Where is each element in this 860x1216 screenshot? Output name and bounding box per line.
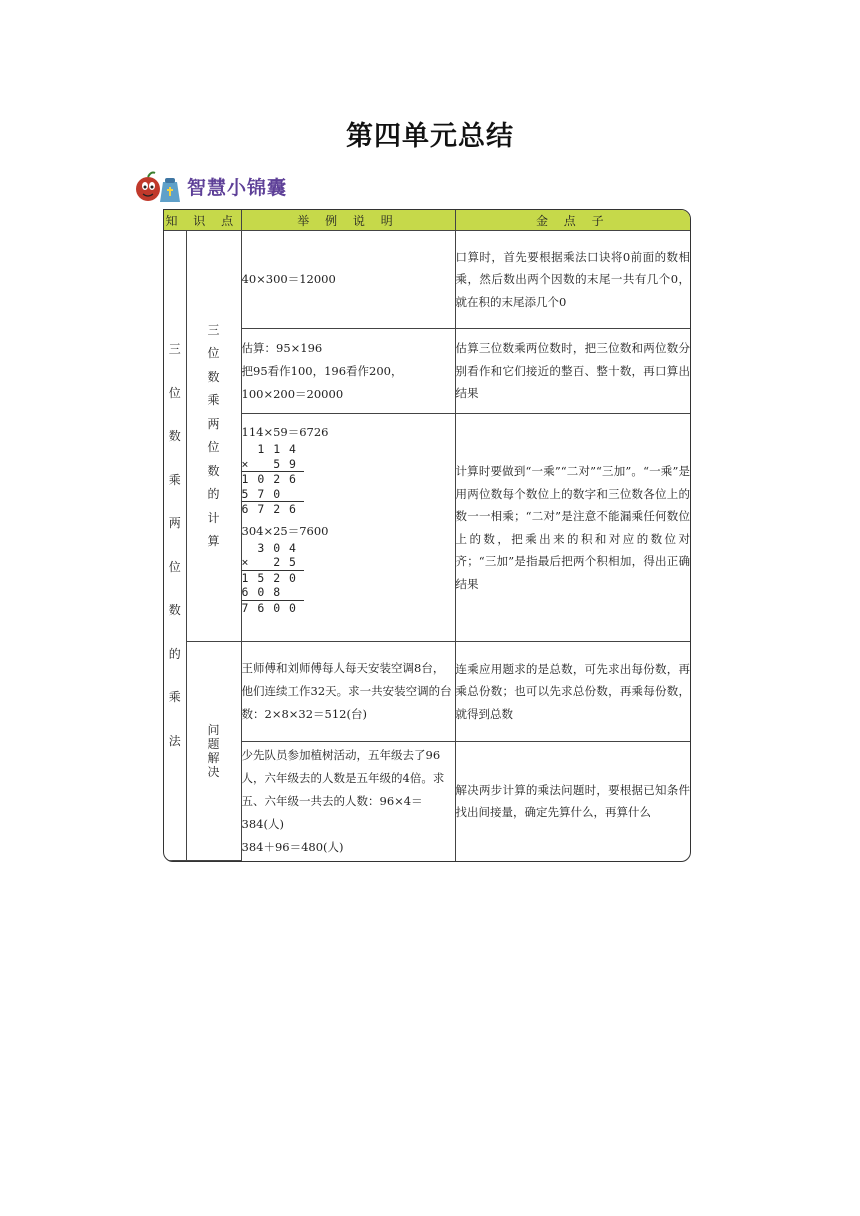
example-line: 把95看作100，196看作200，	[241, 363, 403, 378]
calc-label-cell	[186, 231, 241, 642]
banner-label: 智慧小锦囊	[187, 176, 288, 199]
tips-banner	[133, 168, 287, 204]
tip-cell-3	[455, 414, 690, 642]
unit-label: 三位数乘两位数的乘法	[168, 342, 181, 748]
tip-text: 口算时，首先要根据乘法口诀将0前面的数相乘，然后数出两个因数的末尾一共有几个0，就在积的末尾添几个0	[455, 249, 690, 309]
example-cell-1	[241, 231, 455, 329]
calc-row: 1 0 2 6	[241, 472, 297, 486]
header-example: 举 例 说 明	[241, 210, 455, 231]
tip-text: 计算时要做到“一乘”“二对”“三加”。“一乘”是用两位数每个数位上的数字和三位数各位上的数一一相乘；“二对”是注意不能漏乘任何数位上的数，把乘出来的积和对应的数位对齐；“三加”是指最后把两个积相加，得出正确结果	[455, 464, 690, 591]
equation-2: 304×25＝7600	[241, 523, 329, 538]
calc-row: 5 7 0	[241, 486, 297, 501]
calc-row: 1 1 4	[241, 442, 297, 456]
summary-table-frame	[163, 209, 691, 862]
tip-cell-4	[455, 642, 690, 742]
example-text: 40×300＝12000	[241, 272, 336, 286]
example-cell-4	[241, 642, 455, 742]
unit-label-cell	[164, 231, 186, 861]
header-knowledge: 知 识 点	[164, 210, 241, 231]
tip-text: 连乘应用题求的是总数，可先求出每份数，再乘总份数；也可以先求总份数，再乘每份数，就得到总数	[455, 661, 690, 721]
example-line: 100×200＝20000	[241, 386, 344, 401]
calc-row: 7 6 0 0	[241, 600, 297, 615]
calc-row: × 2 5	[241, 555, 297, 569]
calc-row: 6 7 2 6	[241, 502, 297, 516]
vertical-calc-1	[242, 442, 455, 517]
header-tip: 金 点 子	[455, 210, 690, 231]
example-text: 少先队员参加植树活动，五年级去了96人，六年级去的人数是五年级的4倍。求五、六年级一共去的人数：96×4＝384(人)	[241, 747, 445, 831]
calc-row: 6 0 8	[241, 585, 297, 599]
tip-text: 解决两步计算的乘法问题时，要根据已知条件找出间接量，确定先算什么，再算什么	[455, 782, 690, 820]
equation-1: 114×59＝6726	[241, 425, 329, 439]
mascot-icon	[133, 168, 183, 204]
example-cell-5	[241, 742, 455, 861]
example-cell-2	[241, 329, 455, 414]
problem-section-label: 问题解决	[207, 723, 220, 779]
problem-label-cell	[186, 642, 241, 861]
calc-row: 1 5 2 0	[241, 570, 297, 585]
example-cell-3	[241, 414, 455, 642]
summary-table	[164, 210, 690, 861]
calc-row: 3 0 4	[241, 540, 297, 555]
tip-cell-1	[455, 231, 690, 329]
tip-cell-2	[455, 329, 690, 414]
calc-section-label: 三位数乘两位数的计算	[207, 322, 220, 548]
vertical-calc-2	[242, 541, 455, 616]
example-text: 王师傅和刘师傅每人每天安装空调8台，他们连续工作32天。求一共安装空调的台数：2×8×32＝512(台)	[241, 661, 452, 721]
example-line: 384＋96＝480(人)	[241, 839, 344, 854]
tip-cell-5	[455, 742, 690, 861]
tip-text: 估算三位数乘两位数时，把三位数和两位数分别看作和它们接近的整百、整十数，再口算出结果	[455, 341, 690, 401]
page-title: 第四单元总结	[346, 121, 514, 152]
example-line: 估算：95×196	[241, 340, 323, 355]
calc-row: × 5 9	[241, 456, 297, 471]
